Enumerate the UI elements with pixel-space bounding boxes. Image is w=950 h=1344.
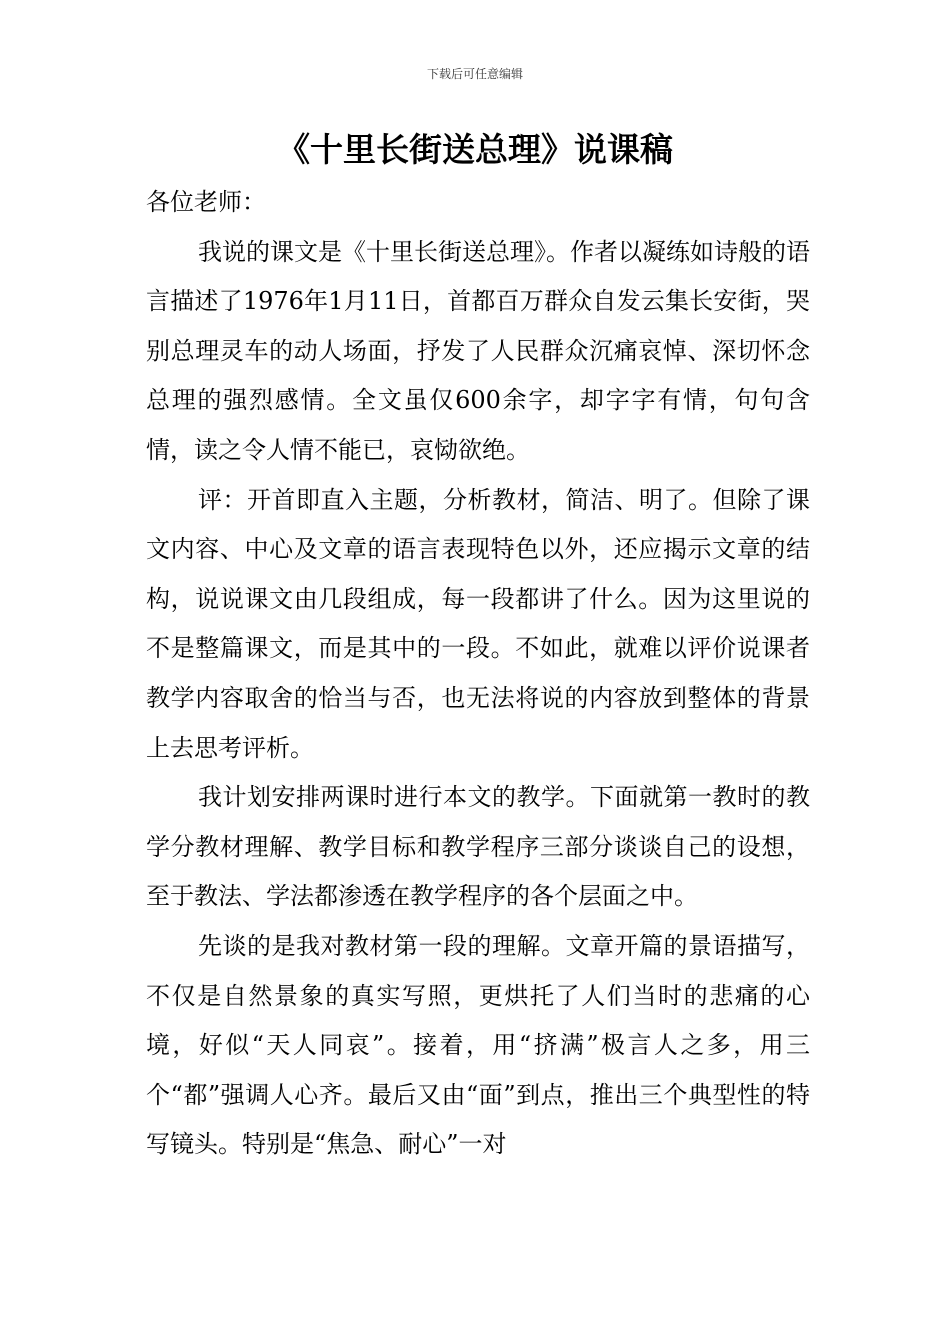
paragraph-review: 评：开首即直入主题，分析教材，简洁、明了。但除了课文内容、中心及文章的语言表现特色以外，还应揭示文章的结构，说说课文由几段组成，每一段都讲了什么。因为这里说的不是整篇课文，而是其中的一段。不如此，就难以评价说课者教学内容取舍的恰当与否，也无法将说的内容放到整体的背景上去思考评析。 — [146, 485, 810, 762]
salutation: 各位老师： — [146, 188, 266, 216]
document-body — [146, 178, 810, 1170]
paragraph-understanding: 先谈的是我对教材第一段的理解。文章开篇的景语描写，不仅是自然景象的真实写照，更烘托了人们当时的悲痛的心境，好似“天人同哀”。接着，用“挤满”极言人之多，用三个“都”强调人心齐。最后又由“面”到点，推出三个典型性的特写镜头。特别是“焦急、耐心”一对 — [146, 931, 810, 1159]
document-title: 《十里长街送总理》说课稿 — [277, 130, 673, 169]
page-header-note: 下载后可任意编辑 — [426, 67, 523, 81]
paragraph-plan: 我计划安排两课时进行本文的教学。下面就第一教时的教学分教材理解、教学目标和教学程序三部分谈谈自己的设想，至于教法、学法都渗透在教学程序的各个层面之中。 — [146, 783, 810, 911]
paragraph-intro: 我说的课文是《十里长街送总理》。作者以凝练如诗般的语言描述了1976年1月11日，首都百万群众自发云集长安街，哭别总理灵车的动人场面，抒发了人民群众沉痛哀悼、深切怀念总理的强烈感情。全文虽仅600余字，却字字有情，句句含情，读之令人情不能已，哀恸欲绝。 — [146, 237, 810, 464]
